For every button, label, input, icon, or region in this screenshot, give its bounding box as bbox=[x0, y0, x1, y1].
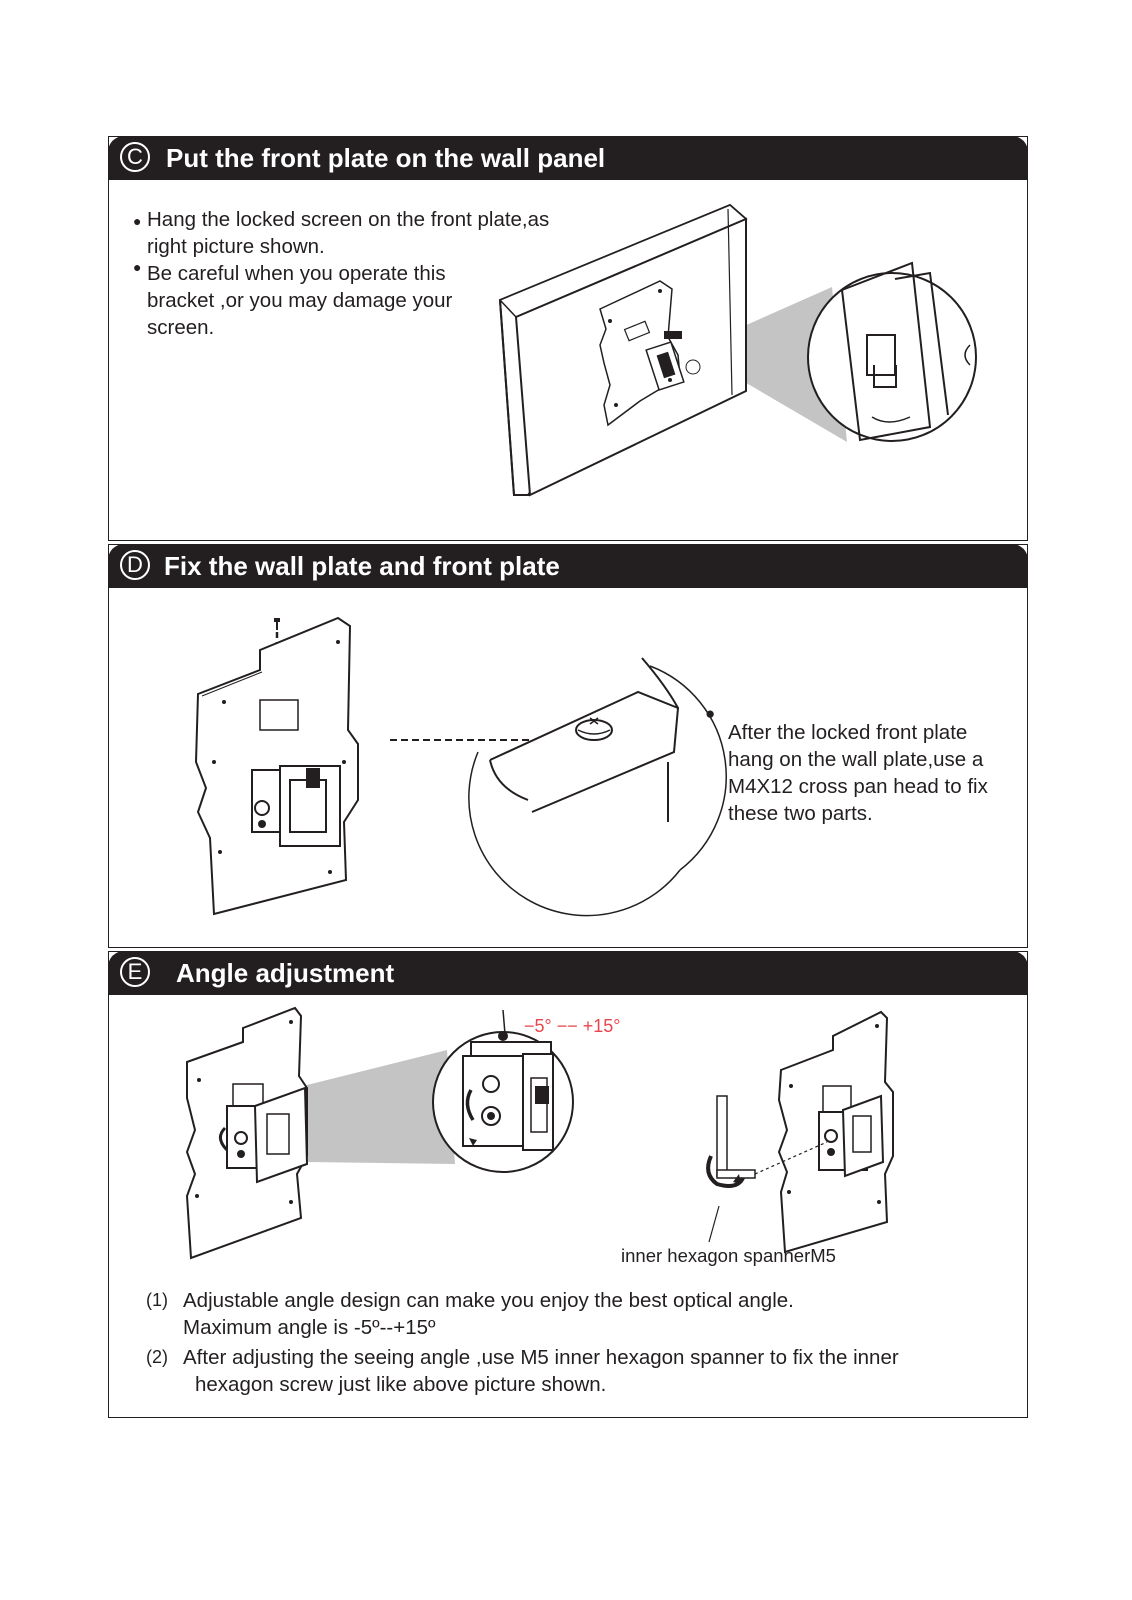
item2-number: (2) bbox=[146, 1347, 168, 1367]
section-d-line4: these two parts. bbox=[728, 802, 873, 825]
spanner-caption: inner hexagon spannerM5 bbox=[621, 1245, 836, 1266]
section-c-title: Put the front plate on the wall panel bbox=[166, 143, 606, 173]
item1-number: (1) bbox=[146, 1290, 168, 1310]
section-d-line2: hang on the wall plate,use a bbox=[728, 748, 984, 771]
section-e-title: Angle adjustment bbox=[176, 958, 395, 988]
bullet-dot-icon: ● bbox=[133, 213, 142, 229]
section-c-bullet1-line1: Hang the locked screen on the front plate,as bbox=[147, 208, 550, 231]
bullet-dot-icon: ● bbox=[133, 259, 142, 275]
tv-mount-illustration bbox=[500, 205, 1000, 500]
section-c-bullet2-line2: bracket ,or you may damage your bbox=[147, 289, 453, 312]
section-d-line1: After the locked front plate bbox=[728, 721, 968, 744]
section-d-header bbox=[108, 544, 1028, 588]
section-c-bullet2-line3: screen. bbox=[147, 316, 215, 339]
circled-letter-icon: D bbox=[120, 550, 150, 580]
item2-line1: After adjusting the seeing angle ,use M5 inner hexagon spanner to fix the inner bbox=[183, 1346, 899, 1369]
section-d-title: Fix the wall plate and front plate bbox=[164, 551, 560, 581]
item1-line1: Adjustable angle design can make you enjoy the best optical angle. bbox=[183, 1289, 794, 1312]
section-d-line3: M4X12 cross pan head to fix bbox=[728, 775, 988, 798]
angle-range-label: −5° −− +15° bbox=[524, 1016, 621, 1036]
circled-letter-icon: C bbox=[120, 142, 150, 172]
item2-line2: hexagon screw just like above picture shown. bbox=[195, 1373, 607, 1396]
circled-letter-icon: E bbox=[120, 957, 150, 987]
item1-line2: Maximum angle is -5º--+15º bbox=[183, 1316, 436, 1339]
section-c-bullet2-line1: Be careful when you operate this bbox=[147, 262, 446, 285]
section-c-bullet1-line2: right picture shown. bbox=[147, 235, 325, 258]
section-c-header bbox=[108, 136, 1028, 180]
spanner-illustration bbox=[715, 1006, 915, 1256]
angle-adjust-illustration bbox=[185, 1006, 655, 1261]
bullet-dot-icon: ● bbox=[705, 704, 716, 723]
section-e-header bbox=[108, 951, 1028, 995]
wall-plate-screw-illustration bbox=[190, 612, 690, 912]
